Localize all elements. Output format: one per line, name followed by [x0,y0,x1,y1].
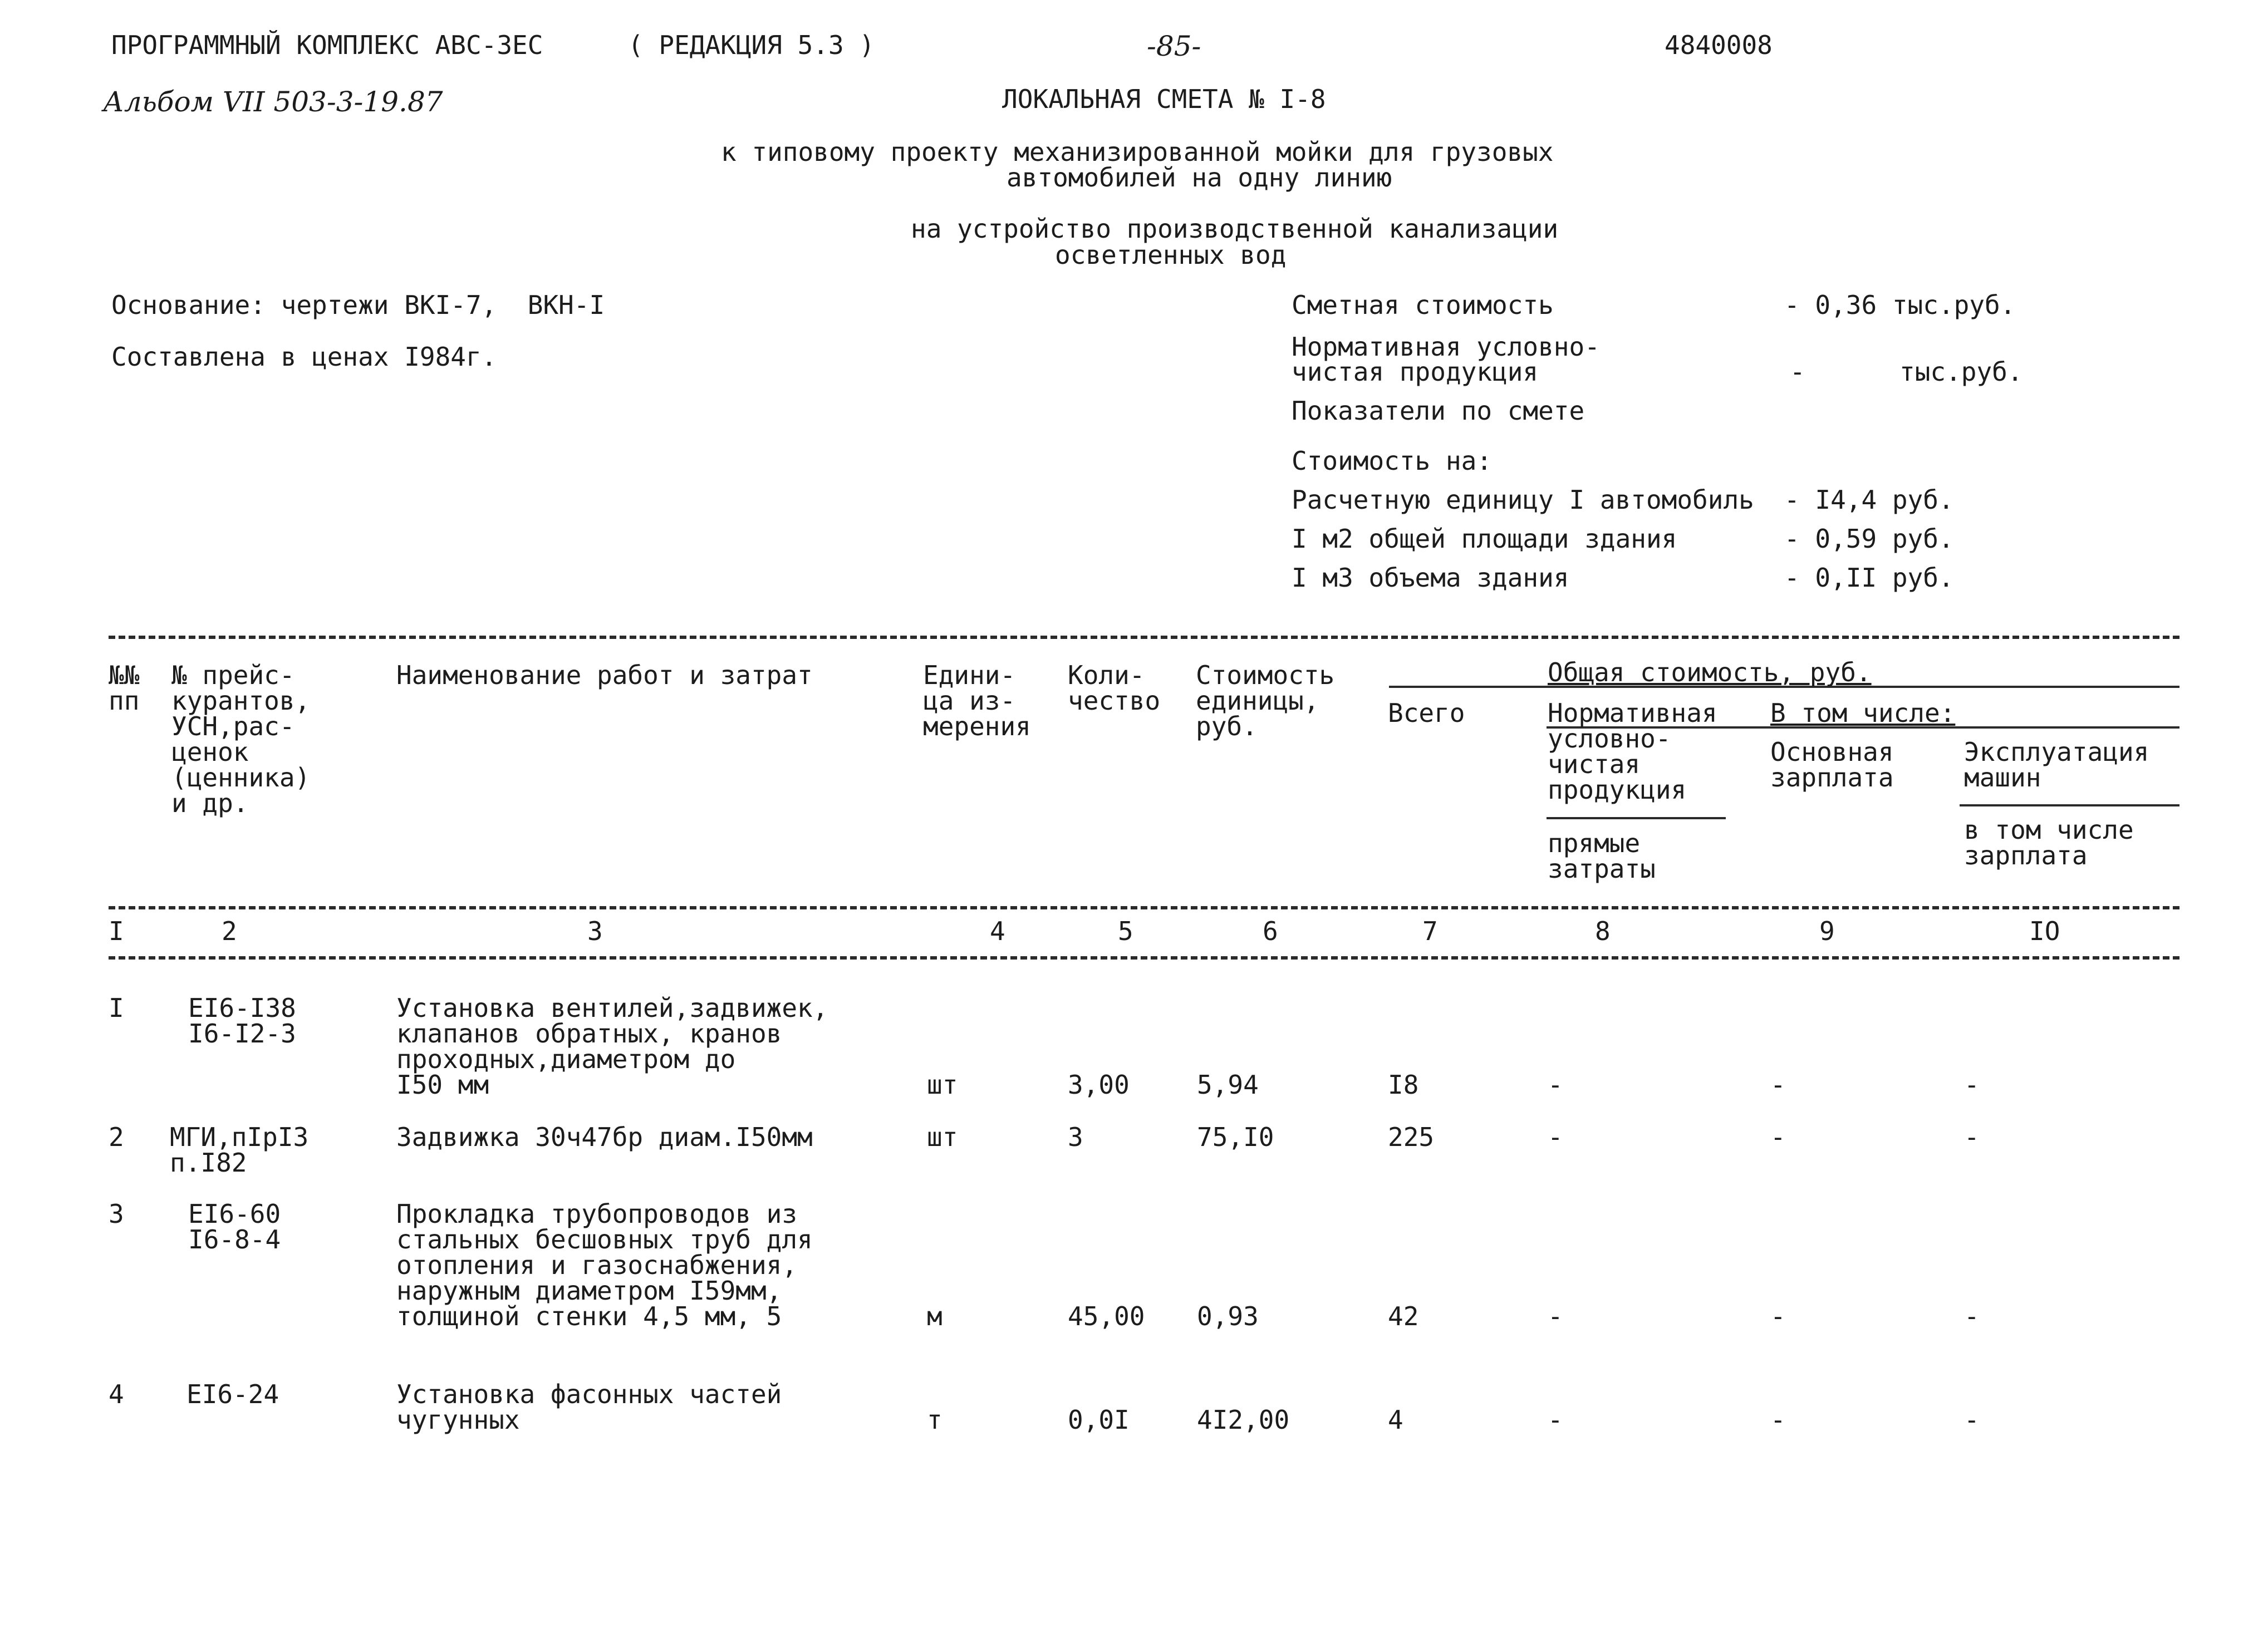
header-col-10-bottom: в том числе зарплата [1964,815,2134,870]
subtitle-line-3: на устройство производственной канализации [911,214,1559,244]
column-number-9: 9 [1819,916,1835,946]
table-row-2-qty: 3 [1068,1122,1083,1152]
cost-on-label: Стоимость на: [1292,446,1493,476]
table-row-3-col9: - [1770,1301,1786,1331]
table-row-4-col8: - [1548,1405,1563,1435]
header-col-1: №№ пп [109,660,140,716]
table-row-4-name: Установка фасонных частей чугунных [396,1379,782,1435]
column-number-8: 8 [1595,916,1611,946]
table-row-4-col9: - [1770,1405,1786,1435]
header-col-8-bottom: прямые затраты [1548,828,1656,884]
header-including: В том числе: [1770,698,1956,728]
column-number-4: 4 [990,916,1005,946]
per-m3-label: I м3 объема здания [1292,563,1569,593]
table-row-4-number: 4 [109,1379,124,1409]
indicators-label: Показатели по смете [1292,396,1585,426]
table-row-2-total: 225 [1388,1122,1435,1152]
table-row-3-unit: м [927,1301,942,1331]
table-row-2-name: Задвижка 30ч47бр диам.I50мм [396,1122,813,1152]
table-row-1-total: I8 [1388,1070,1419,1100]
document-code: 4840008 [1665,30,1773,60]
album-handwritten-note: Альбом VII 503-3-19.87 [103,86,443,118]
estimated-cost-value: - 0,36 тыс.руб. [1784,290,2016,320]
table-row-3-qty: 45,00 [1068,1301,1145,1331]
machines-split-rule [1960,804,2179,806]
table-row-3-col8: - [1548,1301,1563,1331]
column-number-7: 7 [1422,916,1438,946]
per-m2-value: - 0,59 руб. [1784,524,1954,554]
header-col-5: Коли- чество [1068,660,1161,716]
table-row-1-col8: - [1548,1070,1563,1100]
table-row-4-col10: - [1964,1405,1980,1435]
column-number-6: 6 [1263,916,1278,946]
column-number-1: I [109,916,124,946]
table-row-1-code: EI6-I38 I6-I2-3 [188,993,296,1049]
header-col-3: Наименование работ и затрат [396,660,813,690]
header-col-9: Основная зарплата [1770,737,1894,793]
table-row-4-qty: 0,0I [1068,1405,1130,1435]
page-number: -85- [1147,30,1201,62]
table-row-2-col10: - [1964,1122,1980,1152]
per-m3-value: - 0,II руб. [1784,563,1954,593]
table-row-1-col10: - [1964,1070,1980,1100]
column-number-3: 3 [587,916,603,946]
table-top-rule [109,636,2179,639]
basis-drawings: Основание: чертежи ВКI-7, ВКН-I [111,290,605,320]
subtitle-line-1: к типовому проекту механизированной мойки для грузовых [721,137,1554,167]
header-col-8-top: Нормативная условно- чистая продукция [1548,698,1717,805]
table-row-1-number: I [109,993,124,1023]
table-row-1-col9: - [1770,1070,1786,1100]
column-numbers-rule [109,956,2179,960]
table-row-2-col9: - [1770,1122,1786,1152]
normative-split-rule [1547,817,1726,819]
table-row-3-code: EI6-60 I6-8-4 [188,1199,281,1255]
table-row-1-name: Установка вентилей,задвижек, клапанов обратных, кранов проходных,диаметром до I50 мм [396,993,828,1100]
per-unit-label: Расчетную единицу I автомобиль [1292,485,1754,515]
estimate-title: ЛОКАЛЬНАЯ СМЕТА № I-8 [1002,84,1326,114]
normative-label-2: чистая продукция [1292,357,1539,387]
header-col-6: Стоимость единицы, руб. [1196,660,1335,741]
header-col-4: Едини- ца из- мерения [923,660,1031,741]
table-row-3-price: 0,93 [1197,1301,1259,1331]
subtitle-line-2: автомобилей на одну линию [1007,163,1392,193]
table-row-2-number: 2 [109,1122,124,1152]
column-number-10: IO [2029,916,2060,946]
table-row-4-price: 4I2,00 [1197,1405,1290,1435]
column-number-2: 2 [222,916,237,946]
column-number-5: 5 [1118,916,1133,946]
table-row-4-total: 4 [1388,1405,1403,1435]
table-row-3-col10: - [1964,1301,1980,1331]
table-row-2-col8: - [1548,1122,1563,1152]
header-col-10-top: Эксплуатация машин [1964,737,2149,793]
normative-unit: тыс.руб. [1899,357,2023,387]
table-row-3-name: Прокладка трубопроводов из стальных бесшовных труб для отопления и газоснабжения, наружным диаметром I59мм, толщиной стенки 4,5 мм, 5 [396,1199,813,1331]
subtitle-line-4: осветленных вод [1055,240,1287,270]
table-row-4-unit: т [927,1405,942,1435]
program-name: ПРОГРАММНЫЙ КОМПЛЕКС АВС-ЗЕС [111,30,543,60]
header-col-7: Всего [1388,698,1465,728]
table-row-2-price: 75,I0 [1197,1122,1274,1152]
normative-label-1: Нормативная условно- [1292,332,1600,362]
per-m2-label: I м2 общей площади здания [1292,524,1677,554]
table-row-3-total: 42 [1388,1301,1419,1331]
table-row-2-code: МГИ,пIрI3 п.I82 [170,1122,309,1178]
basis-prices: Составлена в ценах I984г. [111,342,497,372]
per-unit-value: - I4,4 руб. [1784,485,1954,515]
table-row-1-qty: 3,00 [1068,1070,1130,1100]
normative-dash: - [1790,357,1805,387]
header-total-group: Общая стоимость, руб. [1548,657,1872,687]
table-row-3-number: 3 [109,1199,124,1229]
revision: ( РЕДАКЦИЯ 5.3 ) [628,30,875,60]
table-row-1-unit: шт [927,1070,958,1100]
header-col-2: № прейс- курантов, УСН,рас- ценок (ценника) и др. [171,660,311,818]
header-bottom-rule [109,906,2179,909]
table-row-1-price: 5,94 [1197,1070,1259,1100]
estimated-cost-label: Сметная стоимость [1292,290,1554,320]
table-row-2-unit: шт [927,1122,958,1152]
table-row-4-code: EI6-24 [186,1379,279,1409]
